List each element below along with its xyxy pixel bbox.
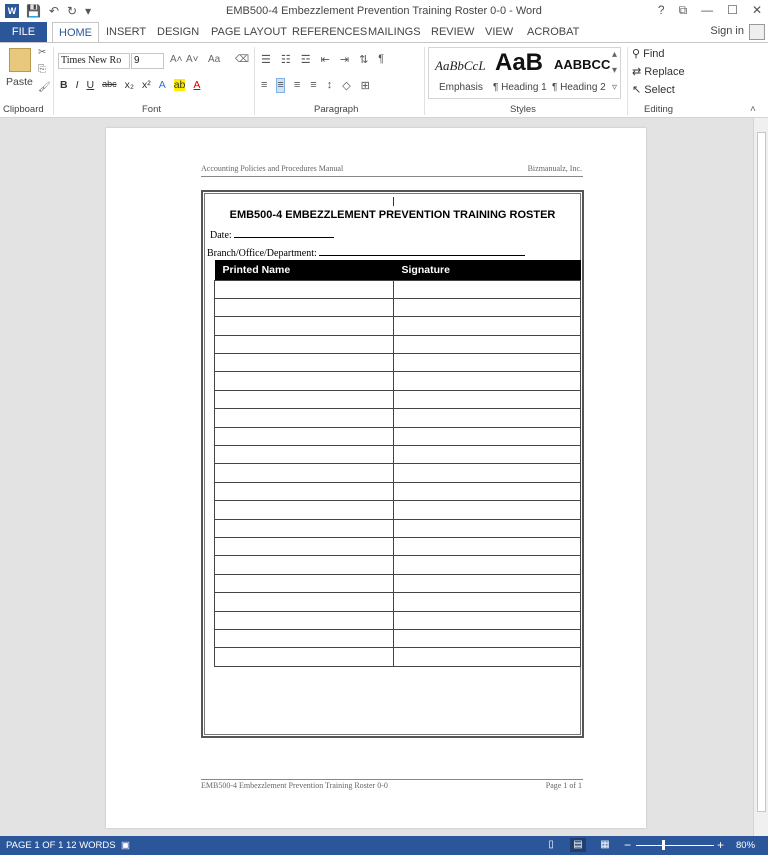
table-row [215, 482, 581, 500]
tab-mailings[interactable]: MAILINGS [368, 26, 421, 38]
table-row [215, 556, 581, 574]
strikethrough-button[interactable]: abc [102, 79, 117, 89]
printed-name-cell[interactable] [215, 556, 394, 574]
branch-blank[interactable] [319, 246, 525, 256]
footer-left-text: EMB500-4 Embezzlement Prevention Training Roster 0-0 [201, 781, 388, 790]
signature-cell[interactable] [394, 317, 581, 335]
font-name-combobox[interactable]: Times New Ro [58, 53, 130, 69]
select-label: Select [644, 84, 675, 96]
copy-icon[interactable]: ⎘ [38, 64, 46, 75]
title-bar [0, 0, 768, 22]
paste-icon[interactable] [9, 48, 31, 72]
table-row [215, 611, 581, 629]
collapse-ribbon-icon[interactable]: ˄ [750, 104, 756, 115]
show-hide-marks-button[interactable]: ¶ [378, 53, 385, 65]
printed-name-cell[interactable] [215, 390, 394, 408]
date-blank[interactable] [234, 228, 334, 238]
cut-icon[interactable]: ✂ [38, 47, 47, 58]
signature-cell[interactable] [394, 537, 581, 555]
group-divider [53, 47, 54, 115]
paragraph-group-label: Paragraph [314, 104, 359, 115]
style-heading1-sample[interactable]: AaB [495, 49, 544, 76]
styles-scroll-up-icon[interactable]: ▴ [612, 49, 618, 60]
signature-cell[interactable] [394, 648, 581, 666]
column-header-printed-name: Printed Name [215, 260, 394, 280]
underline-button[interactable]: U [86, 79, 95, 91]
column-header-signature: Signature [394, 260, 581, 280]
print-layout-icon[interactable]: ▤ [570, 838, 586, 852]
signature-cell[interactable] [394, 593, 581, 611]
table-header-row [215, 260, 581, 280]
footer-page-number: Page 1 of 1 [545, 781, 582, 790]
highlight-icon[interactable]: ab [173, 79, 186, 91]
font-color-icon[interactable]: A [193, 79, 201, 91]
find-button[interactable] [632, 47, 665, 60]
table-row [215, 298, 581, 316]
window-controls [658, 3, 762, 18]
printed-name-cell[interactable] [215, 372, 394, 390]
paragraph-row-2 [261, 79, 370, 92]
zoom-level[interactable]: 80% [736, 840, 756, 851]
help-button[interactable]: ? [657, 3, 665, 17]
zoom-slider-track[interactable] [636, 845, 714, 846]
table-row [215, 537, 581, 555]
tab-page-layout[interactable]: PAGE LAYOUT [211, 26, 288, 38]
group-divider [424, 47, 425, 115]
shrink-font-button[interactable]: A˅ [186, 54, 199, 65]
align-right-icon[interactable]: ≡ [293, 79, 301, 91]
signature-cell[interactable] [394, 335, 581, 353]
signature-cell[interactable] [394, 629, 581, 647]
printed-name-cell[interactable] [215, 464, 394, 482]
avatar[interactable] [749, 24, 765, 40]
line-spacing-icon[interactable]: ↕ [326, 79, 333, 91]
branch-label: Branch/Office/Department: [207, 248, 317, 259]
style-heading2-sample[interactable]: AABBCC [554, 57, 611, 72]
text-cursor [393, 197, 394, 206]
tab-design[interactable]: DESIGN [157, 26, 200, 38]
signature-cell[interactable] [394, 556, 581, 574]
signature-cell[interactable] [394, 372, 581, 390]
page-count-status[interactable]: PAGE 1 OF 1 [6, 840, 64, 851]
save-icon[interactable]: 💾 [26, 4, 41, 18]
change-case-button[interactable]: Aa [208, 54, 221, 65]
printed-name-cell[interactable] [215, 335, 394, 353]
text-effects-icon[interactable]: A [158, 79, 166, 91]
signature-cell[interactable] [394, 409, 581, 427]
table-row [215, 593, 581, 611]
printed-name-cell[interactable] [215, 629, 394, 647]
editing-group-label: Editing [644, 104, 674, 115]
vertical-scrollbar[interactable] [753, 118, 768, 836]
tab-view[interactable]: VIEW [485, 26, 514, 38]
redo-icon[interactable]: ↻ [67, 4, 78, 18]
paste-button[interactable]: Paste [6, 76, 33, 88]
printed-name-cell[interactable] [215, 519, 394, 537]
printed-name-cell[interactable] [215, 427, 394, 445]
table-row [215, 280, 581, 298]
signature-cell[interactable] [394, 574, 581, 592]
form-frame [201, 190, 584, 738]
zoom-in-button[interactable]: + [717, 838, 725, 852]
printed-name-cell[interactable] [215, 317, 394, 335]
styles-scroll-down-icon[interactable]: ▾ [612, 65, 618, 76]
table-row [215, 372, 581, 390]
replace-label: Replace [644, 66, 685, 78]
styles-gallery [428, 47, 621, 99]
qat-customize-icon[interactable]: ▾ [85, 4, 92, 18]
table-row [215, 409, 581, 427]
printed-name-cell[interactable] [215, 501, 394, 519]
shading-icon[interactable]: ◇ [342, 80, 351, 92]
tab-file[interactable]: FILE [0, 22, 47, 42]
signature-cell[interactable] [394, 354, 581, 372]
signature-cell[interactable] [394, 464, 581, 482]
table-row [215, 427, 581, 445]
table-row [215, 354, 581, 372]
window-title: EMB500-4 Embezzlement Prevention Training Roster 0-0 - Word [226, 5, 542, 17]
signature-cell[interactable] [394, 501, 581, 519]
sort-icon[interactable]: ⇅ [359, 54, 369, 66]
font-size-combobox[interactable]: 9 [131, 53, 164, 69]
roster-table-body [215, 280, 581, 666]
signature-cell[interactable] [394, 446, 581, 464]
table-row [215, 501, 581, 519]
date-label: Date: [210, 230, 232, 241]
header-right-text: Bizmanualz, Inc. [527, 164, 582, 173]
italic-button[interactable]: I [75, 79, 79, 91]
binoculars-icon: ⚲ [632, 48, 644, 60]
increase-indent-icon[interactable]: ⇥ [339, 54, 350, 66]
font-format-row [60, 79, 200, 91]
table-row [215, 629, 581, 647]
style-emphasis-label[interactable]: Emphasis [439, 82, 483, 93]
styles-group-label: Styles [510, 104, 536, 115]
signature-cell[interactable] [394, 280, 581, 298]
printed-name-cell[interactable] [215, 611, 394, 629]
signature-cell[interactable] [394, 611, 581, 629]
printed-name-cell[interactable] [215, 354, 394, 372]
find-label: Find [643, 48, 665, 60]
grow-font-button[interactable]: A˄ [170, 54, 183, 65]
multilevel-list-icon[interactable]: ☲ [300, 54, 311, 66]
table-row [215, 519, 581, 537]
tab-references[interactable]: REFERENCES [292, 26, 368, 38]
scrollbar-thumb[interactable] [757, 132, 766, 812]
decrease-indent-icon[interactable]: ⇤ [320, 54, 330, 66]
table-row [215, 317, 581, 335]
align-center-icon[interactable]: ≡ [277, 79, 284, 91]
signature-cell[interactable] [394, 390, 581, 408]
zoom-slider-thumb[interactable] [662, 840, 665, 850]
minimize-button[interactable]: — [701, 3, 714, 17]
printed-name-cell[interactable] [215, 482, 394, 500]
tab-insert[interactable]: INSERT [106, 26, 147, 38]
document-page[interactable] [106, 128, 646, 828]
maximize-button[interactable]: ☐ [727, 3, 738, 17]
signature-cell[interactable] [394, 298, 581, 316]
subscript-button[interactable]: x₂ [124, 79, 134, 91]
table-row [215, 464, 581, 482]
superscript-button[interactable]: x² [141, 79, 151, 91]
tab-acrobat[interactable]: ACROBAT [527, 26, 580, 38]
header-rule [201, 176, 583, 177]
format-painter-icon[interactable]: 🖌 [38, 82, 51, 93]
replace-button[interactable] [632, 65, 685, 78]
footer-rule [201, 779, 583, 780]
justify-icon[interactable]: ≡ [310, 79, 317, 91]
table-row [215, 335, 581, 353]
style-heading1-label[interactable]: ¶ Heading 1 [493, 82, 547, 93]
table-row [215, 446, 581, 464]
branch-field[interactable] [207, 246, 525, 259]
proofing-icon[interactable]: ▣ [121, 840, 130, 851]
style-heading2-label[interactable]: ¶ Heading 2 [552, 82, 606, 93]
bold-button[interactable]: B [60, 79, 68, 91]
ribbon-tabs [0, 22, 768, 42]
printed-name-cell[interactable] [215, 298, 394, 316]
word-app-icon[interactable]: W [5, 4, 19, 18]
status-bar [0, 836, 768, 855]
clear-formatting-icon[interactable]: ⌫ [235, 54, 250, 65]
tab-review[interactable]: REVIEW [431, 26, 475, 38]
select-button[interactable] [632, 83, 675, 96]
undo-icon[interactable]: ↶ [48, 4, 60, 18]
signature-cell[interactable] [394, 519, 581, 537]
word-count-status[interactable]: 12 WORDS [66, 840, 116, 851]
zoom-out-button[interactable]: − [624, 838, 632, 852]
align-left-icon[interactable]: ≡ [261, 79, 268, 91]
numbering-icon[interactable]: ☷ [280, 54, 291, 66]
table-row [215, 574, 581, 592]
select-icon: ↖ [632, 84, 645, 96]
document-title: EMB500-4 EMBEZZLEMENT PREVENTION TRAINING ROSTER [229, 209, 556, 221]
styles-more-icon[interactable]: ▿ [612, 82, 618, 93]
group-divider [627, 47, 628, 115]
tab-home[interactable]: HOME [52, 22, 99, 43]
close-button[interactable]: ✕ [751, 3, 762, 17]
printed-name-cell[interactable] [215, 280, 394, 298]
font-group-label: Font [142, 104, 162, 115]
group-divider [254, 47, 255, 115]
table-row [215, 390, 581, 408]
borders-icon[interactable]: ⊞ [360, 80, 370, 92]
printed-name-cell[interactable] [215, 574, 394, 592]
clipboard-group-label: Clipboard [3, 104, 44, 115]
ribbon-display-button[interactable]: ⧉ [678, 3, 688, 17]
ribbon-home [0, 42, 768, 118]
roster-table [214, 260, 581, 667]
read-mode-icon[interactable]: ▯ [548, 839, 554, 850]
style-emphasis-sample[interactable]: AaBbCcL [435, 58, 486, 73]
signature-cell[interactable] [394, 482, 581, 500]
table-row [215, 648, 581, 666]
printed-name-cell[interactable] [215, 648, 394, 666]
sign-in-link[interactable]: Sign in [710, 25, 744, 37]
printed-name-cell[interactable] [215, 446, 394, 464]
header-left-text: Accounting Policies and Procedures Manual [201, 164, 344, 173]
printed-name-cell[interactable] [215, 537, 394, 555]
bullets-icon[interactable]: ☰ [261, 54, 271, 66]
web-layout-icon[interactable]: ▦ [600, 839, 610, 850]
printed-name-cell[interactable] [215, 593, 394, 611]
printed-name-cell[interactable] [215, 409, 394, 427]
paragraph-row-1 [261, 53, 384, 66]
replace-icon: ⇄ [632, 66, 645, 78]
date-field[interactable] [210, 228, 334, 241]
signature-cell[interactable] [394, 427, 581, 445]
